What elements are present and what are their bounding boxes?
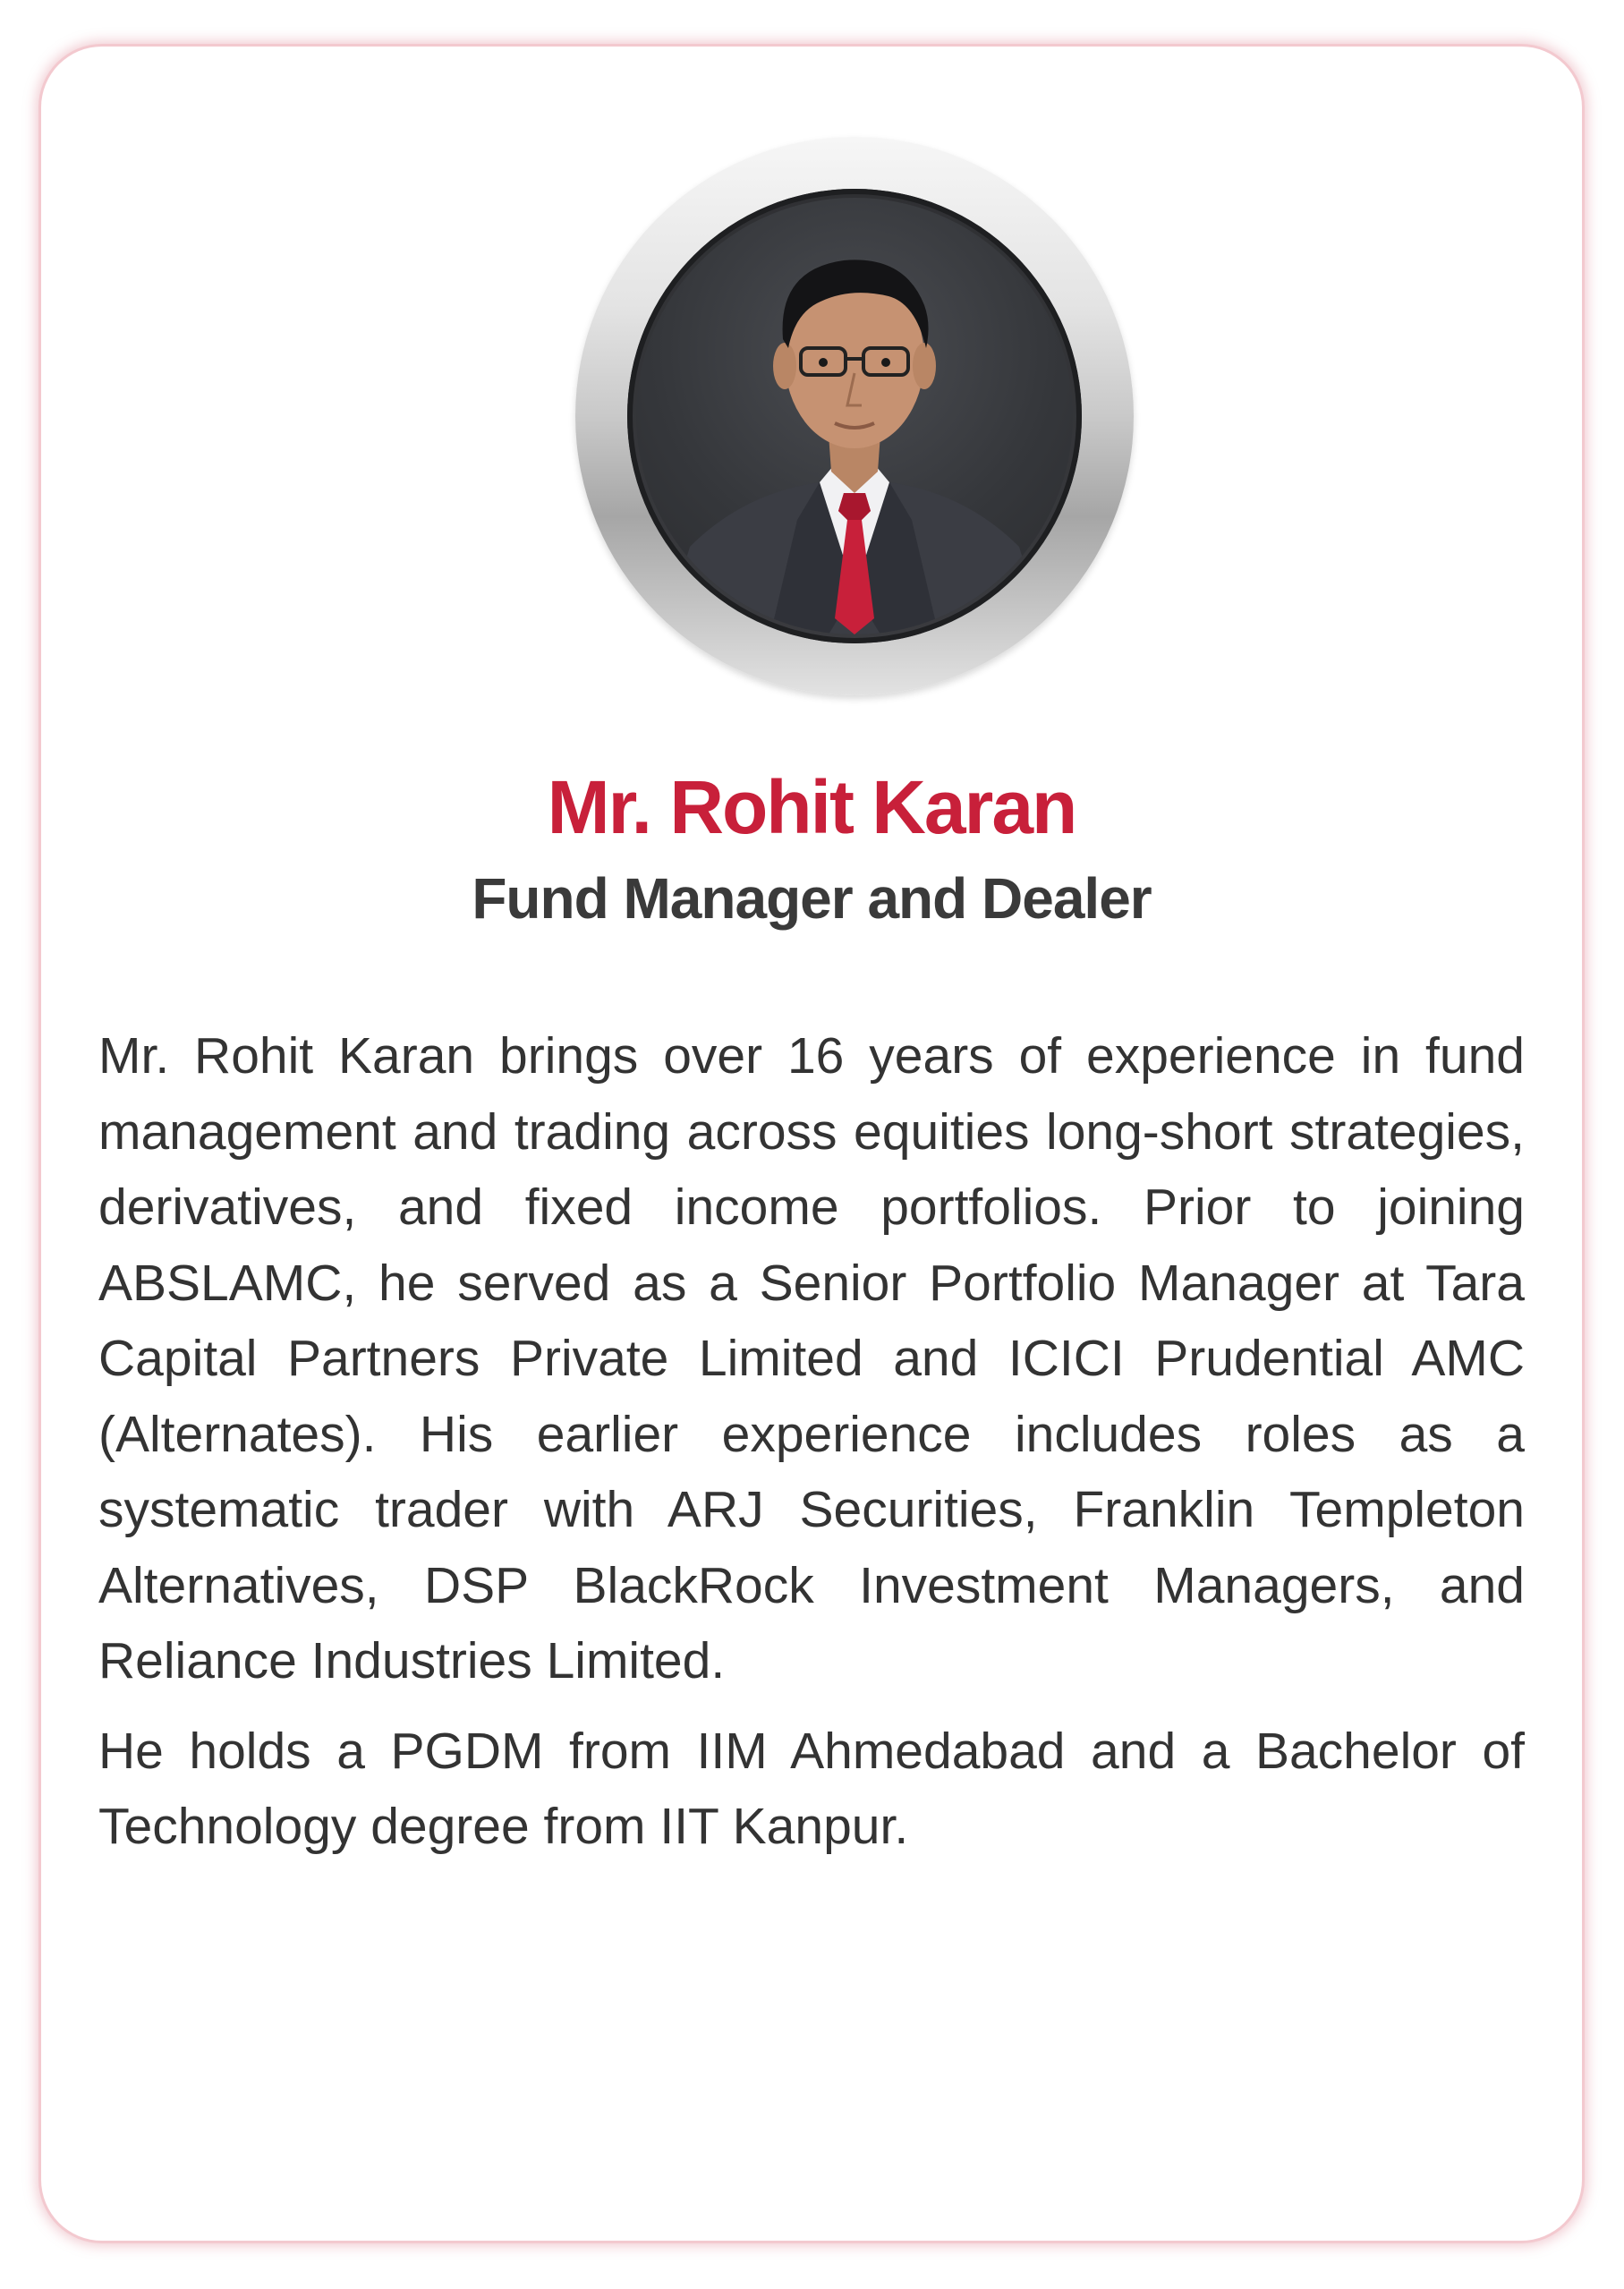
avatar-ring bbox=[627, 189, 1082, 643]
portrait-photo-icon bbox=[636, 198, 1073, 634]
avatar-frame bbox=[575, 137, 1134, 695]
profile-role: Fund Manager and Dealer bbox=[472, 866, 1152, 931]
bio-paragraph: He holds a PGDM from IIM Ahmedabad and a Bachelor of Technology degree from IIT Kanpur. bbox=[98, 1722, 1525, 1855]
profile-bio bbox=[98, 1018, 1525, 1879]
profile-card bbox=[41, 47, 1582, 2241]
bio-paragraph: Mr. Rohit Karan brings over 16 years of experience in fund management and trading across equities long-short strategies, derivatives, and fixed income portfolios. Prior to joining ABSLAMC, he served as a Senior Portfolio Manager at Tara Capital Partners Private Limited and ICICI Prudential AMC (Alternates). His earlier experience includes roles as a systematic trader with ARJ Securities, Franklin Templeton Alternatives, DSP BlackRock Investment Managers, and Reliance Industries Limited. bbox=[98, 1027, 1525, 1689]
profile-name: Mr. Rohit Karan bbox=[547, 765, 1076, 849]
avatar bbox=[636, 198, 1073, 634]
